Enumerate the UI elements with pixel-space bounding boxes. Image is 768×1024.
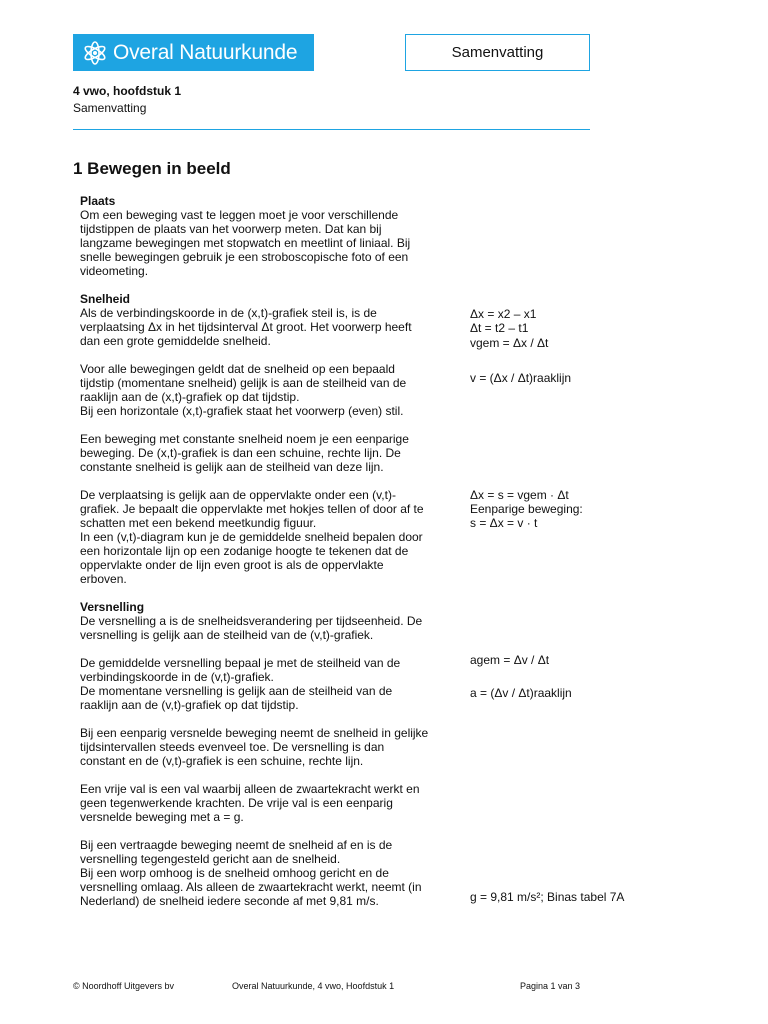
footer-page-number: Pagina 1 van 3	[520, 981, 581, 991]
formula-v-gem: vgem = Δx / Δt	[470, 336, 549, 350]
brand-logo	[73, 34, 314, 71]
formula-g: g = 9,81 m/s²; Binas tabel 7A	[470, 890, 625, 904]
section-heading-plaats: Plaats	[80, 194, 116, 208]
section-heading-snelheid: Snelheid	[80, 292, 131, 306]
snelheid-paragraph-1: Als de verbindingskoorde in de (x,t)-grafiek steil is, is de verplaatsing Δx in het tijdsinterval Δt groot. Het voorwerp heeft dan een grote gemiddelde snelheid.	[80, 306, 412, 348]
section-heading-versnelling: Versnelling	[80, 600, 145, 614]
formula-v-raaklijn: v = (Δx / Δt)raaklijn	[470, 371, 572, 385]
versnelling-paragraph-5: Bij een vertraagde beweging neemt de snelheid af en is de versnelling tegengesteld gericht aan de snelheid. Bij een worp omhoog is de snelheid omhoog gericht en de versnelling omlaag. Als alleen de zwaartekracht werkt, neemt (in Nederland) de snelheid iedere seconde af met 9,81 m/s.	[80, 838, 422, 908]
versnelling-paragraph-3: Bij een eenparig versnelde beweging neemt de snelheid in gelijke tijdsintervallen steeds evenveel toe. De versnelling is dan constant en de (v,t)-grafiek is een schuine, rechte lijn.	[80, 726, 429, 768]
brand-name: Overal Natuurkunde	[113, 40, 298, 64]
footer-copyright: © Noordhoff Uitgevers bv	[73, 981, 175, 991]
snelheid-paragraph-4: De verplaatsing is gelijk aan de oppervlakte onder een (v,t)- grafiek. Je bepaalt die oppervlakte met hokjes tellen of door af te schatten met een bekend meetkundig figuur. In een (v,t)-diagram kun je de gemiddelde snelheid bepalen door een horizontale lijn op een zodanige hoogte te tekenen dat de oppervlakte onder de lijn even groot is als de oppervlakte erboven.	[80, 488, 424, 586]
formula-s-eenparig: s = Δx = v · t	[470, 516, 538, 530]
formula-delta-x: Δx = x2 – x1	[470, 307, 537, 321]
versnelling-paragraph-2: De gemiddelde versnelling bepaal je met de steilheid van de verbindingskoorde in de (v,t)-grafiek. De momentane versnelling is gelijk aan de steilheid van de raaklijn aan de (v,t)-grafiek op dat tijdstip.	[80, 656, 401, 712]
header-divider	[73, 129, 590, 130]
plaats-paragraph-1: Om een beweging vast te leggen moet je voor verschillende tijdstippen de plaats van het voorwerp meten. Dat kan bij langzame bewegingen met stopwatch en meetlint of liniaal. Bij snelle bewegingen gebruik je een stroboscopische foto of een videometing.	[80, 208, 411, 278]
chapter-title: 1 Bewegen in beeld	[73, 159, 231, 178]
atom-flower-icon	[81, 39, 109, 67]
versnelling-paragraph-1: De versnelling a is de snelheidsverandering per tijdseenheid. De versnelling is gelijk aan de steilheid van de (v,t)-grafiek.	[80, 614, 423, 642]
doc-label-box: Samenvatting	[405, 34, 590, 71]
footer-title: Overal Natuurkunde, 4 vwo, Hoofdstuk 1	[232, 981, 395, 991]
formula-a-gem: agem = Δv / Δt	[470, 653, 550, 667]
formula-delta-x-area: Δx = s = vgem · Δt	[470, 488, 569, 502]
snelheid-paragraph-3: Een beweging met constante snelheid noem je een eenparige beweging. De (x,t)-grafiek is dan een schuine, rechte lijn. De constante snelheid is gelijk aan de steilheid van deze lijn.	[80, 432, 409, 474]
doc-type: Samenvatting	[73, 101, 147, 115]
formula-eenparig-label: Eenparige beweging:	[470, 502, 583, 516]
snelheid-paragraph-2: Voor alle bewegingen geldt dat de snelheid op een bepaald tijdstip (momentane snelheid) gelijk is aan de steilheid van de raaklijn aan de (x,t)-grafiek op dat tijdstip. Bij een horizontale (x,t)-grafiek staat het voorwerp (even) stil.	[80, 362, 407, 418]
formula-delta-t: Δt = t2 – t1	[470, 321, 529, 335]
formula-a-raaklijn: a = (Δv / Δt)raaklijn	[470, 686, 572, 700]
course-title: 4 vwo, hoofdstuk 1	[73, 84, 182, 98]
versnelling-paragraph-4: Een vrije val is een val waarbij alleen de zwaartekracht werkt en geen tegenwerkende krachten. De vrije val is een eenparig versnelde beweging met a = g.	[80, 782, 420, 824]
